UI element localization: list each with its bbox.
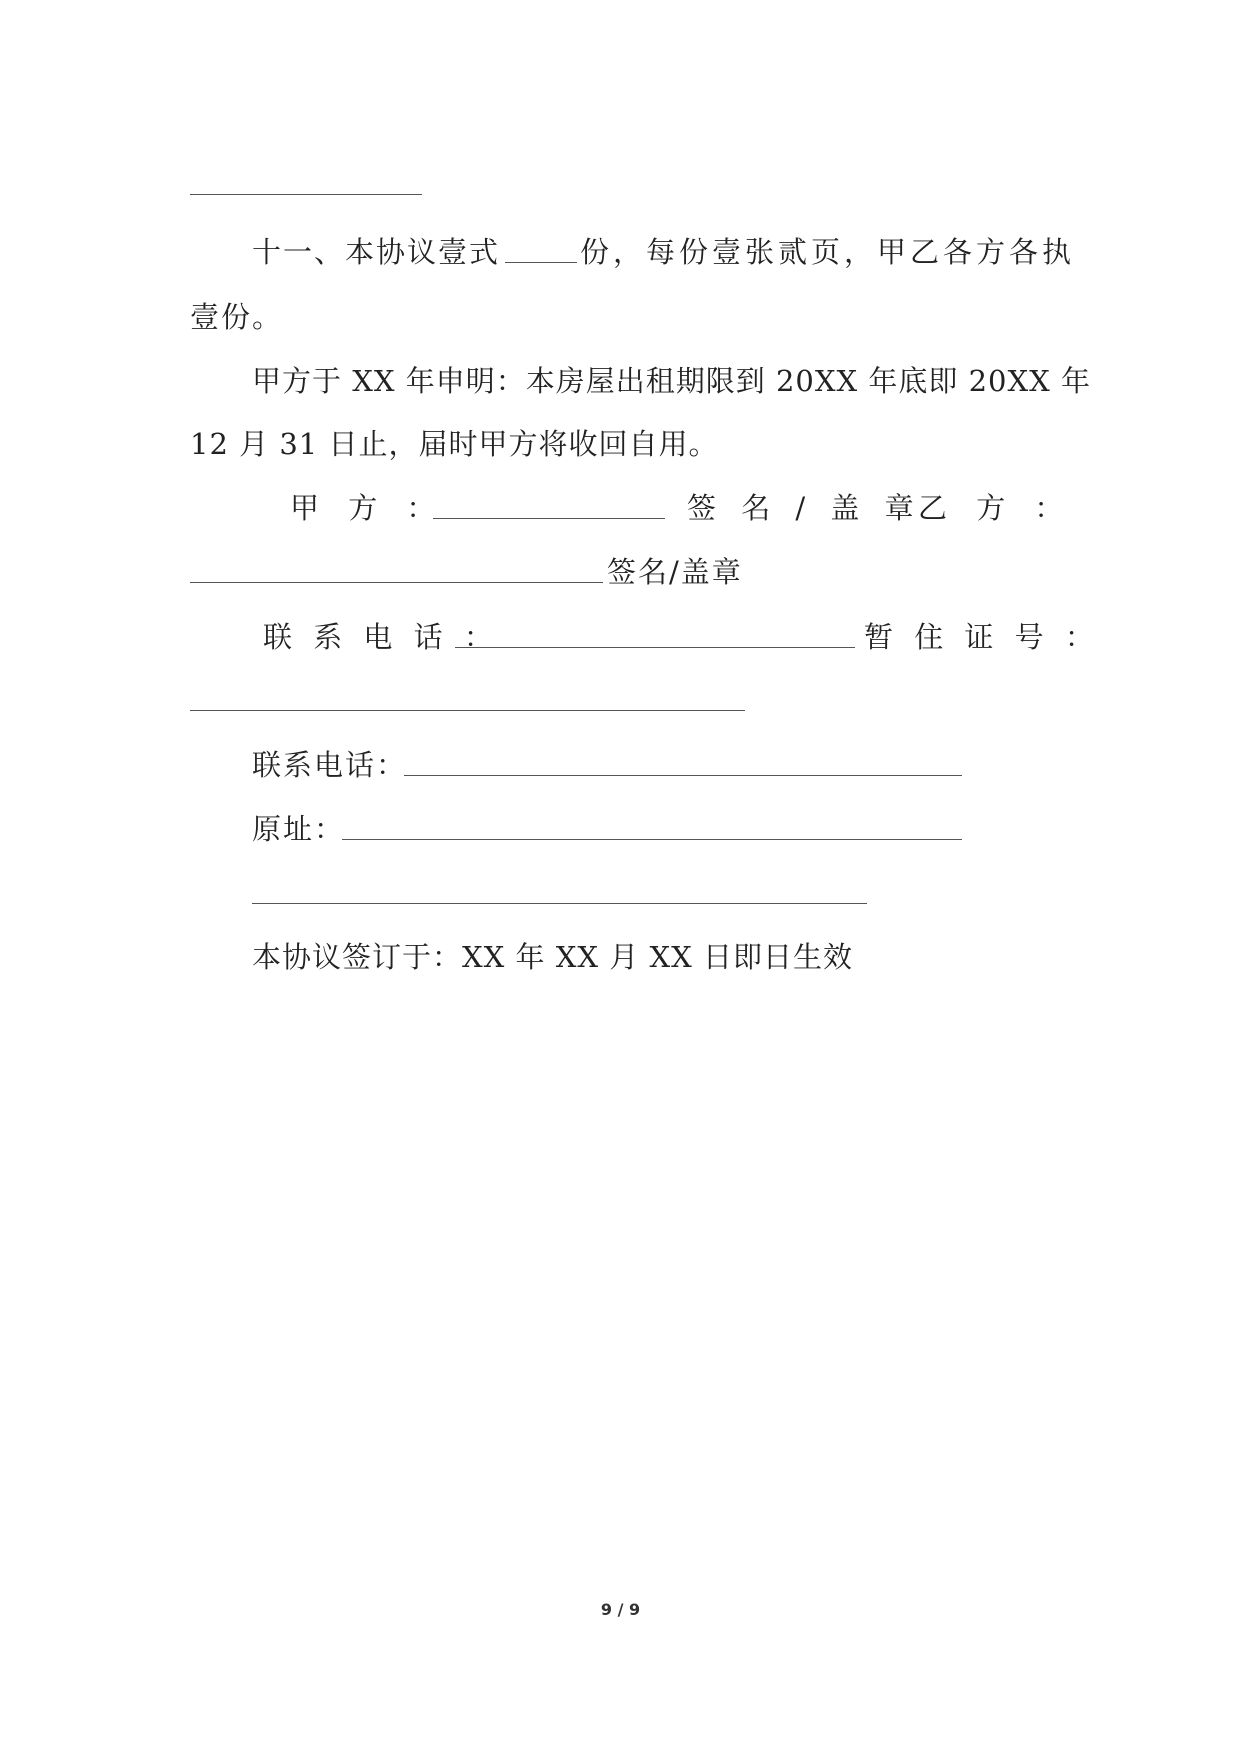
temp-id-blank bbox=[190, 710, 745, 711]
phone-2-blank bbox=[404, 775, 962, 776]
clause-11-text-a: 十一、本协议壹式 bbox=[252, 235, 501, 269]
party-b-sign-label: 签名/盖章 bbox=[607, 555, 743, 589]
declaration-text-2: 12 月 31 日止，届时甲方将收回自用。 bbox=[190, 427, 719, 461]
clause-11-line-1 bbox=[252, 232, 500, 272]
party-a-label: 甲 方 ： bbox=[290, 491, 446, 525]
copies-count-blank bbox=[505, 262, 577, 263]
phone-label-2: 联系电话： bbox=[252, 748, 408, 782]
temp-id-label: 暂 住 证 号 ： bbox=[864, 620, 1100, 654]
clause-11-text-c: 壹份。 bbox=[190, 300, 284, 334]
address-blank-1 bbox=[342, 839, 962, 840]
address-blank-2 bbox=[252, 903, 867, 904]
party-b-signature-blank bbox=[190, 582, 603, 583]
clause-11-line-2 bbox=[190, 297, 283, 337]
address-label: 原址： bbox=[252, 812, 346, 846]
clause-11-line-1-cont bbox=[580, 232, 1075, 272]
clause-11-text-b: 份，每份壹张贰页，甲乙各方各执 bbox=[580, 235, 1076, 269]
declaration-line-2 bbox=[190, 424, 718, 464]
effective-date-line: 本协议签订于：XX 年 XX 月 XX 日即日生效 bbox=[252, 940, 853, 974]
party-a-signature-blank bbox=[433, 518, 665, 519]
declaration-line-1 bbox=[252, 361, 1091, 401]
blank-line-continuation bbox=[190, 194, 422, 195]
party-b-label: 乙 方 ： bbox=[918, 491, 1074, 525]
party-a-sign-label: 签 名 / 盖 章 bbox=[687, 491, 922, 525]
declaration-text-1: 甲方于 XX 年申明：本房屋出租期限到 20XX 年底即 20XX 年 bbox=[252, 364, 1091, 398]
page-number: 9 / 9 bbox=[600, 1600, 641, 1619]
phone-label-1: 联 系 电 话 ： bbox=[263, 620, 499, 654]
phone-1-blank bbox=[455, 647, 855, 648]
